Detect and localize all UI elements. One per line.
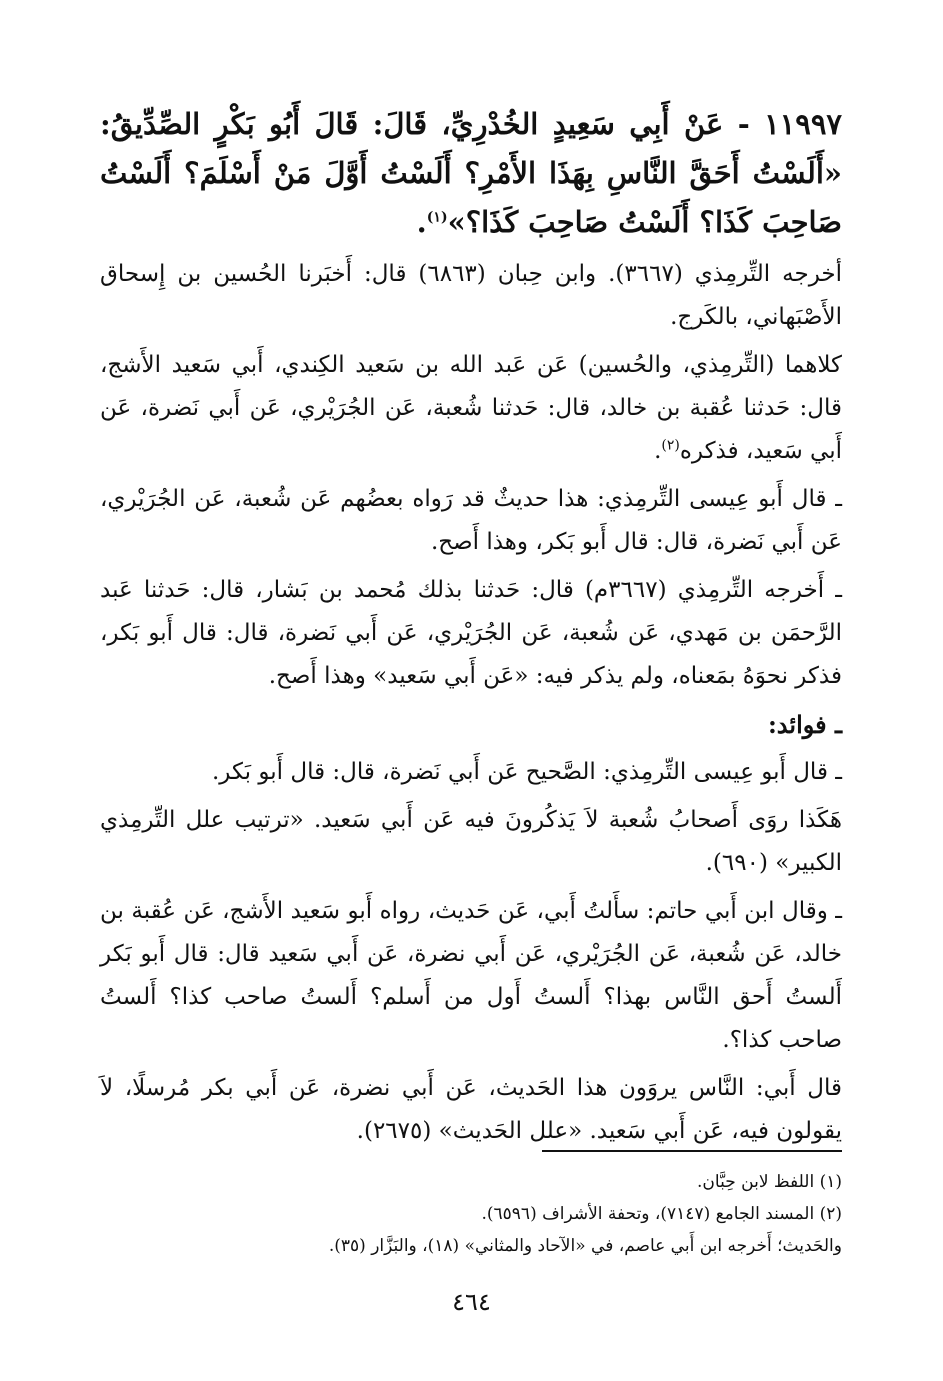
footnotes bbox=[100, 1150, 842, 1262]
footnote-ref-2: (٢) bbox=[661, 437, 680, 454]
tirmidhi-mursal-paragraph: ـ أَخرجه التِّرمِذي (٣٦٦٧م) قال: حَدثنا بذلك مُحمد بن بَشار، قال: حَدثنا عَبد الرَّحمَن بن مَهدي، عَن شُعبة، عَن الجُرَيْري، عَن أَبي نَضرة، قال: قال أَبو بَكر، فذكر نحوَهُ بمَعناه، ولم يذكر فيه: «عَن أَبي سَعيد» وهذا أَصح. bbox=[100, 577, 842, 689]
footnote-1: (١) اللفظ لابن حِبَّان. bbox=[697, 1172, 842, 1192]
page-number: ٤٦٤ bbox=[452, 1288, 491, 1316]
footnote-2-continued: والحَديث؛ أَخرجه ابن أَبي عاصم، في «الآحاد والمثاني» (١٨)، والبَزَّار (٣٥). bbox=[328, 1236, 842, 1256]
page-body bbox=[100, 100, 842, 1158]
hadith-number: ١١٩٩٧ bbox=[764, 107, 842, 141]
footnote-ref-1: (١) bbox=[426, 209, 448, 226]
chain-text: كلاهما (التِّرمِذي، والحُسين) عَن عَبد الله بن سَعيد الكِندي، أَبي سَعيد الأَشج، قال: حَدثنا عُقبة بن خالد، قال: حَدثنا شُعبة، عَن الجُرَيْري، عَن أَبي نَضرة، عَن أَبي سَعيد، فذكره bbox=[100, 352, 842, 464]
tirmidhi-comment: ـ قال أَبو عِيسى التِّرمِذي: هذا حديثٌ قد رَواه بعضُهم عَن شُعبة، عَن الجُرَيْري، عَن أَبي نَضرة، قال: قال أَبو بَكر، وهذا أَصح. bbox=[100, 486, 842, 555]
fawaid-heading: ـ فوائد: bbox=[767, 710, 842, 739]
chain-paragraph bbox=[100, 344, 842, 473]
fawaid-tirmidhi: ـ قال أَبو عِيسى التِّرمِذي: الصَّحيح عَن أَبي نَضرة، قال: قال أَبو بَكر. bbox=[211, 759, 842, 785]
footnote-2: (٢) المسند الجامع (٧١٤٧)، وتحفة الأشراف (٦٥٩٦). bbox=[481, 1204, 842, 1224]
hadith-body: - عَنْ أَبِي سَعِيدٍ الخُدْرِيِّ، قَالَ: قَالَ أَبُو بَكْرٍ الصِّدِّيقُ: «أَلَسْتُ أَحَقَّ النَّاسِ بِهَذَا الأَمْرِ؟ أَلَسْتُ أَوَّلَ مَنْ أَسْلَمَ؟ أَلَسْتُ صَاحِبَ كَذَا؟ أَلَسْتُ صَاحِبَ كَذَا؟» bbox=[100, 107, 842, 239]
abu-hatim-answer: قال أَبي: النَّاس يروَون هذا الحَديث، عَن أَبي نضرة، عَن أَبي بكر مُرسلًا، لاَ يقولون فيه، عَن أَبي سَعيد. «علل الحَديث» (٢٦٧٥). bbox=[100, 1075, 842, 1144]
hadith-end: . bbox=[416, 205, 427, 239]
hadith-text bbox=[100, 100, 842, 247]
footnote-divider bbox=[542, 1150, 842, 1152]
takhrij-paragraph: أخرجه التِّرمِذي (٣٦٦٧). وابن حِبان (٦٨٦٣) قال: أَخبَرنا الحُسين بن إِسحاق الأَصْبَهاني، بالكَرج. bbox=[100, 261, 842, 330]
fawaid-shuba: هَكَذا روَى أَصحابُ شُعبة لاَ يَذكُرونَ فيه عَن أَبي سَعيد. «ترتيب علل التِّرمِذي الكبير» (٦٩٠). bbox=[100, 807, 842, 876]
chain-end: . bbox=[654, 438, 662, 464]
ibn-abi-hatim-paragraph: ـ وقال ابن أَبي حاتم: سأَلتُ أَبي، عَن حَديث، رواه أَبو سَعيد الأَشج، عَن عُقبة بن خالد، عَن شُعبة، عَن الجُرَيْري، عَن أَبي نضرة، عَن أَبي سَعيد قال: قال أَبو بَكر أَلستُ أَحق النَّاس بهذا؟ أَلستُ أَول من أَسلم؟ أَلستُ صاحب كذا؟ أَلستُ صاحب كذا؟. bbox=[100, 898, 842, 1053]
